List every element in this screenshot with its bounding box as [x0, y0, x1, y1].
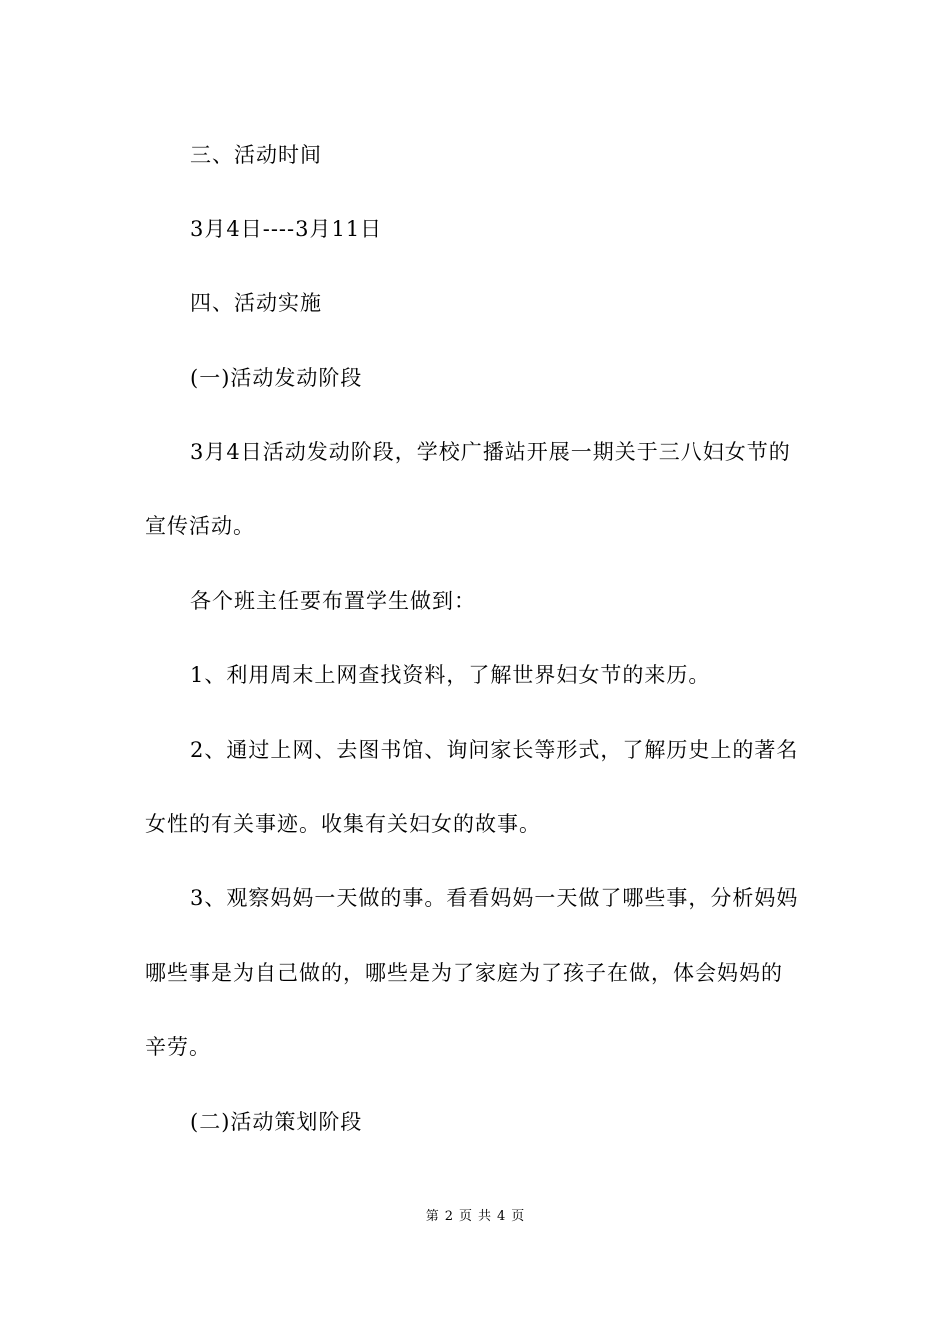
list-item-2-line-2: 女性的有关事迹。收集有关妇女的故事。 [145, 812, 541, 836]
footer-page-word: 页 [458, 1209, 472, 1224]
paragraph-stage-1-line-2: 宣传活动。 [145, 514, 255, 538]
footer-prefix: 第 [425, 1209, 439, 1224]
footer-total-word: 共 [478, 1209, 492, 1224]
list-item-3-line-3: 辛劳。 [145, 1035, 211, 1059]
paragraph-stage-1-line-1: 3月4日活动发动阶段，学校广播站开展一期关于三八妇女节的 [190, 440, 791, 464]
section-heading-activity-time: 三、活动时间 [190, 143, 322, 167]
footer-current-page: 2 [444, 1209, 453, 1224]
list-item-3-line-1: 3、观察妈妈一天做的事。看看妈妈一天做了哪些事，分析妈妈 [190, 886, 799, 910]
activity-date-range: 3月4日----3月11日 [190, 217, 383, 241]
list-item-3-line-2: 哪些事是为自己做的，哪些是为了家庭为了孩子在做，体会妈妈的 [145, 961, 783, 985]
section-heading-activity-implementation: 四、活动实施 [190, 291, 322, 315]
footer-total-pages: 4 [497, 1209, 506, 1224]
list-item-1: 1、利用周末上网查找资料，了解世界妇女节的来历。 [190, 663, 711, 687]
paragraph-teacher-task: 各个班主任要布置学生做到： [190, 589, 476, 613]
footer-suffix: 页 [511, 1209, 525, 1224]
subsection-heading-stage-1: (一)活动发动阶段 [190, 366, 363, 390]
subsection-heading-stage-2: (二)活动策划阶段 [190, 1110, 363, 1134]
list-item-2-line-1: 2、通过上网、去图书馆、询问家长等形式，了解历史上的著名 [190, 738, 799, 762]
page-footer [0, 1208, 950, 1226]
